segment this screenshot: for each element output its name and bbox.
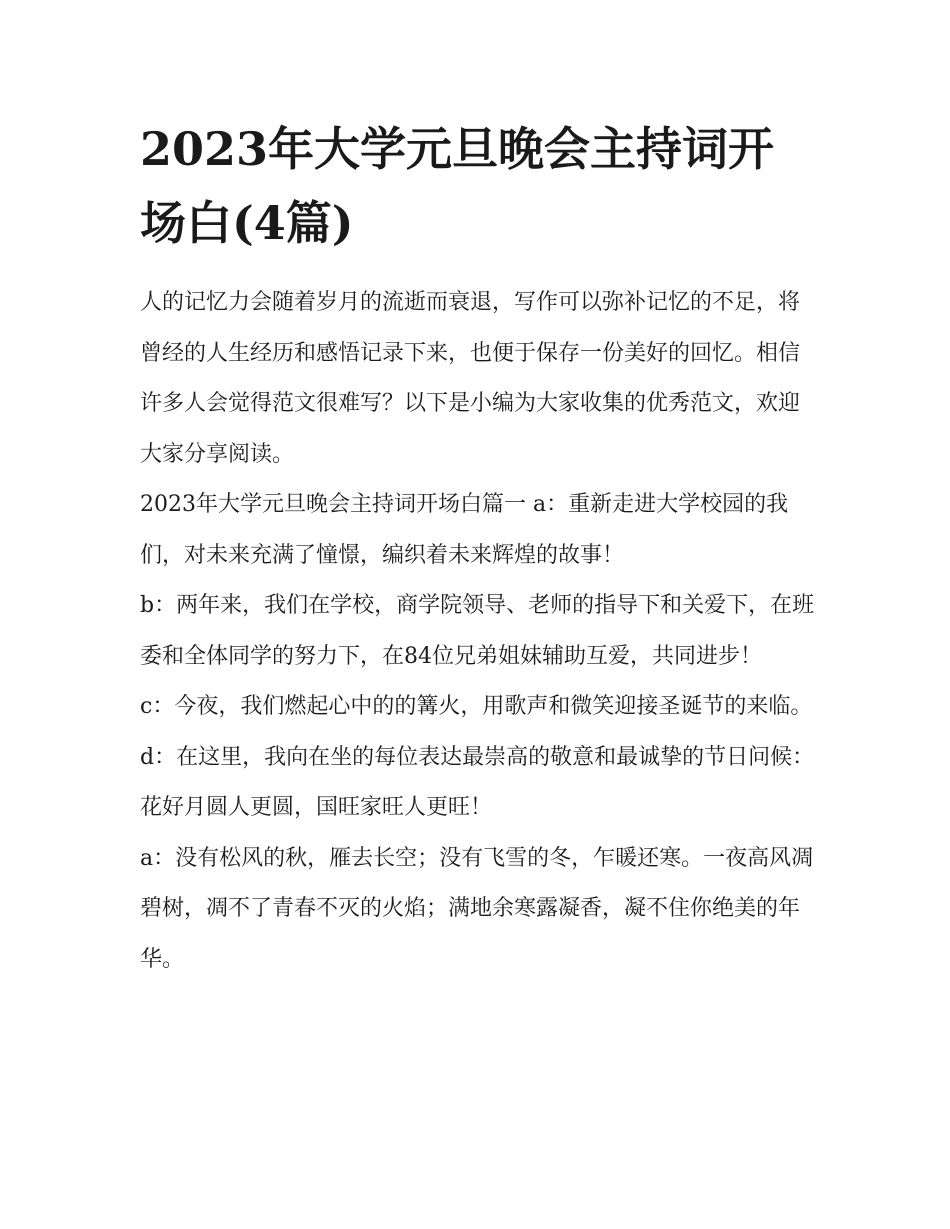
paragraph-1: 2023年大学元旦晚会主持词开场白篇一 a：重新走进大学校园的我们，对未来充满了憧憬，编织着未来辉煌的故事！	[140, 492, 789, 568]
paragraph-4: d：在这里，我向在坐的每位表达最崇高的敬意和最诚挚的节日问候：花好月圆人更圆，国旺家旺人更旺！	[140, 744, 815, 820]
paragraph-3: c：今夜，我们燃起心中的的篝火，用歌声和微笑迎接圣诞节的来临。	[140, 694, 813, 719]
paragraph-5: a：没有松风的秋，雁去长空；没有飞雪的冬，乍暖还寒。一夜高风凋碧树，凋不了青春不灭的火焰；满地余寒露凝香，凝不住你绝美的年华。	[140, 845, 814, 972]
paragraph-2: b：两年来，我们在学校，商学院领导、老师的指导下和关爱下，在班委和全体同学的努力下，在84位兄弟姐妹辅助互爱，共同进步！	[140, 593, 815, 669]
document-title: 2023年大学元旦晚会主持词开场白(4篇)	[140, 122, 775, 250]
paragraph-intro: 人的记忆力会随着岁月的流逝而衰退，写作可以弥补记忆的不足，将曾经的人生经历和感悟记录下来，也便于保存一份美好的回忆。相信许多人会觉得范文很难写？以下是小编为大家收集的优秀范文，欢迎大家分享阅读。	[140, 290, 801, 467]
document-page	[140, 112, 820, 985]
